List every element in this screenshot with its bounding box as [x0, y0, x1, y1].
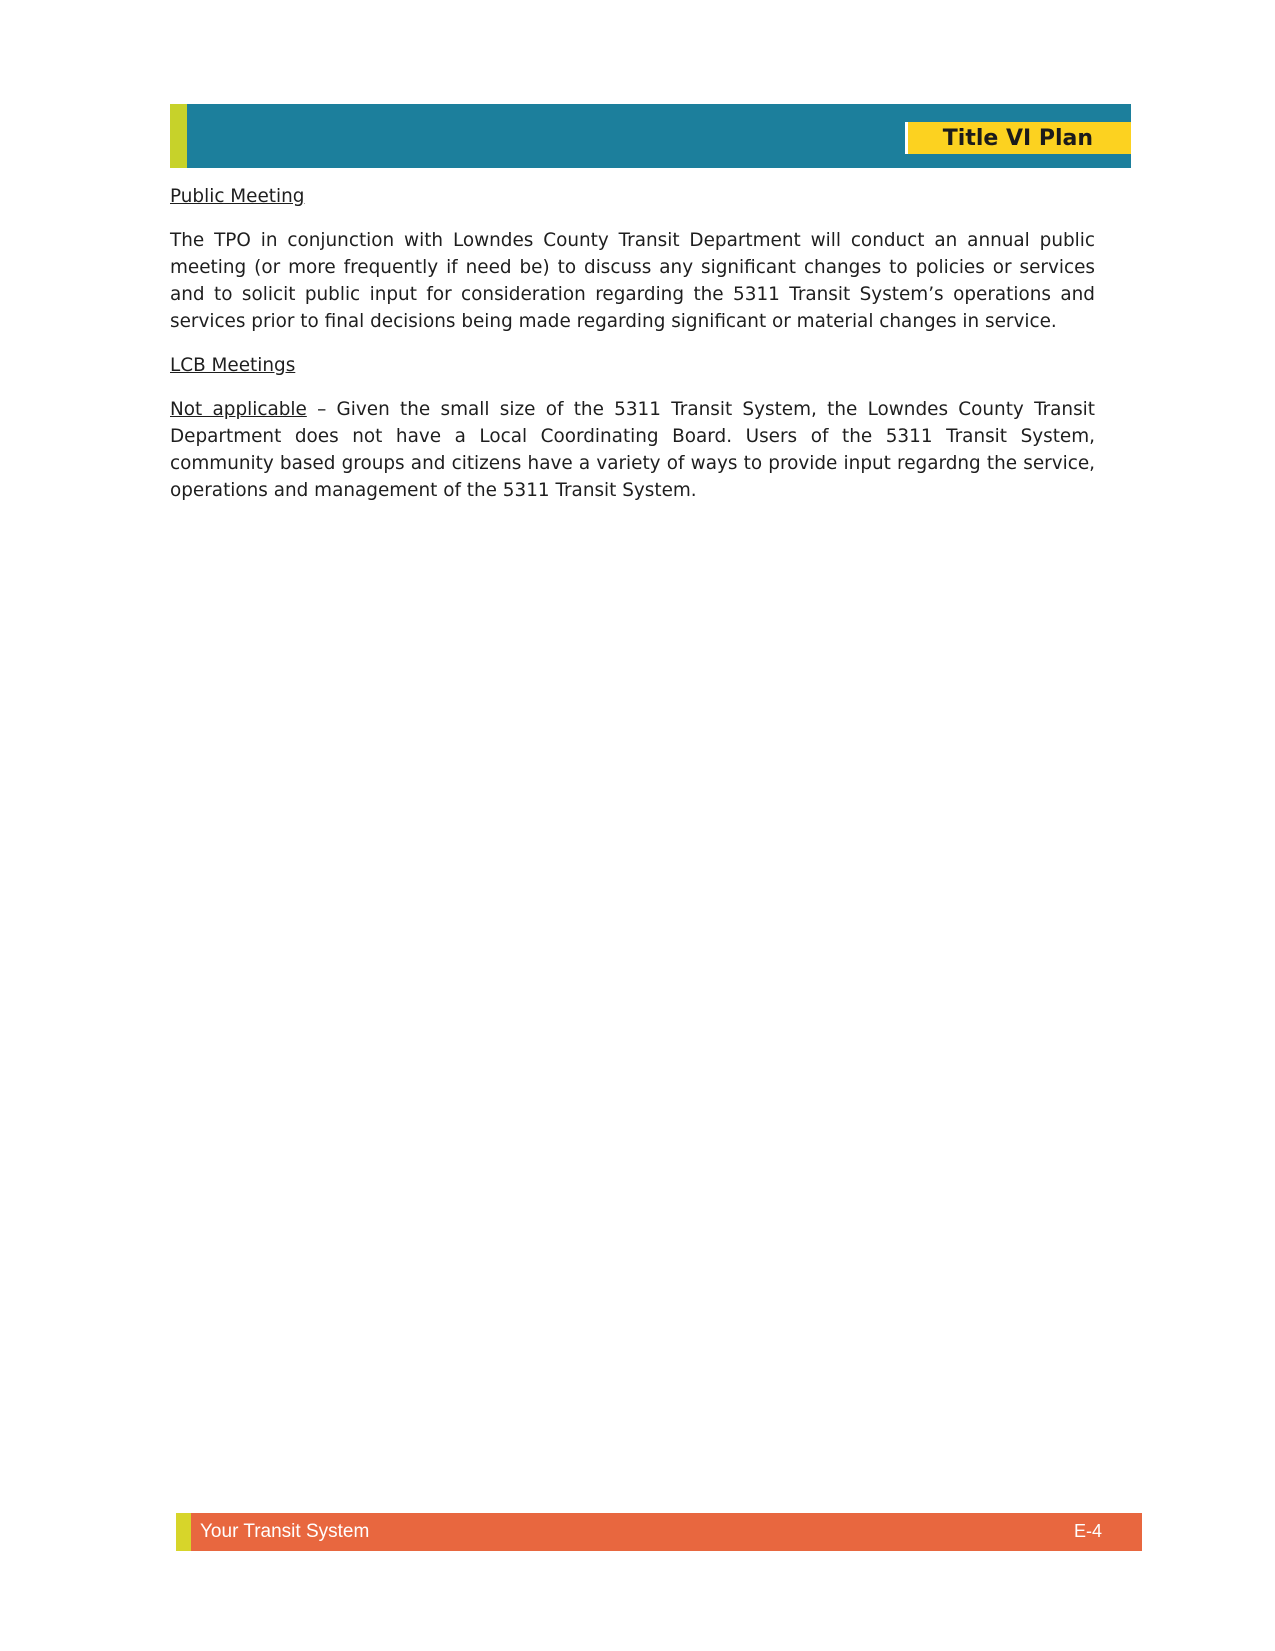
- not-applicable-label: Not applicable: [170, 399, 307, 420]
- lcb-meetings-body: – Given the small size of the 5311 Transit System, the Lowndes County Transit Department does not have a Local Coordinating Board. Users of the 5311 Transit System, community based groups and citizens have a variety of ways to provide input regardng the service, operations and management of the 5311 Transit System.: [170, 399, 1095, 501]
- section-heading-public-meeting: Public Meeting: [170, 186, 305, 207]
- header-accent-bar: [170, 104, 187, 168]
- document-title-tag: [905, 122, 1131, 154]
- footer-accent-bar: [176, 1513, 191, 1551]
- header-band: [170, 104, 1131, 168]
- page-content: [170, 178, 1095, 521]
- footer-system-name: Your Transit System: [200, 1521, 370, 1542]
- document-title: Title VI Plan: [942, 125, 1093, 151]
- paragraph-public-meeting: The TPO in conjunction with Lowndes County Transit Department will conduct an annual public meeting (or more frequently if need be) to discuss any significant changes to policies or services and to solicit public input for consideration regarding the 5311 Transit System’s operations and services prior to final decisions being made regarding significant or material changes in service.: [170, 230, 1095, 332]
- footer-band: [176, 1513, 1142, 1551]
- section-heading-lcb-meetings: LCB Meetings: [170, 355, 296, 376]
- footer-page-number: E-4: [1073, 1521, 1102, 1541]
- paragraph-lcb-meetings: [170, 396, 1095, 504]
